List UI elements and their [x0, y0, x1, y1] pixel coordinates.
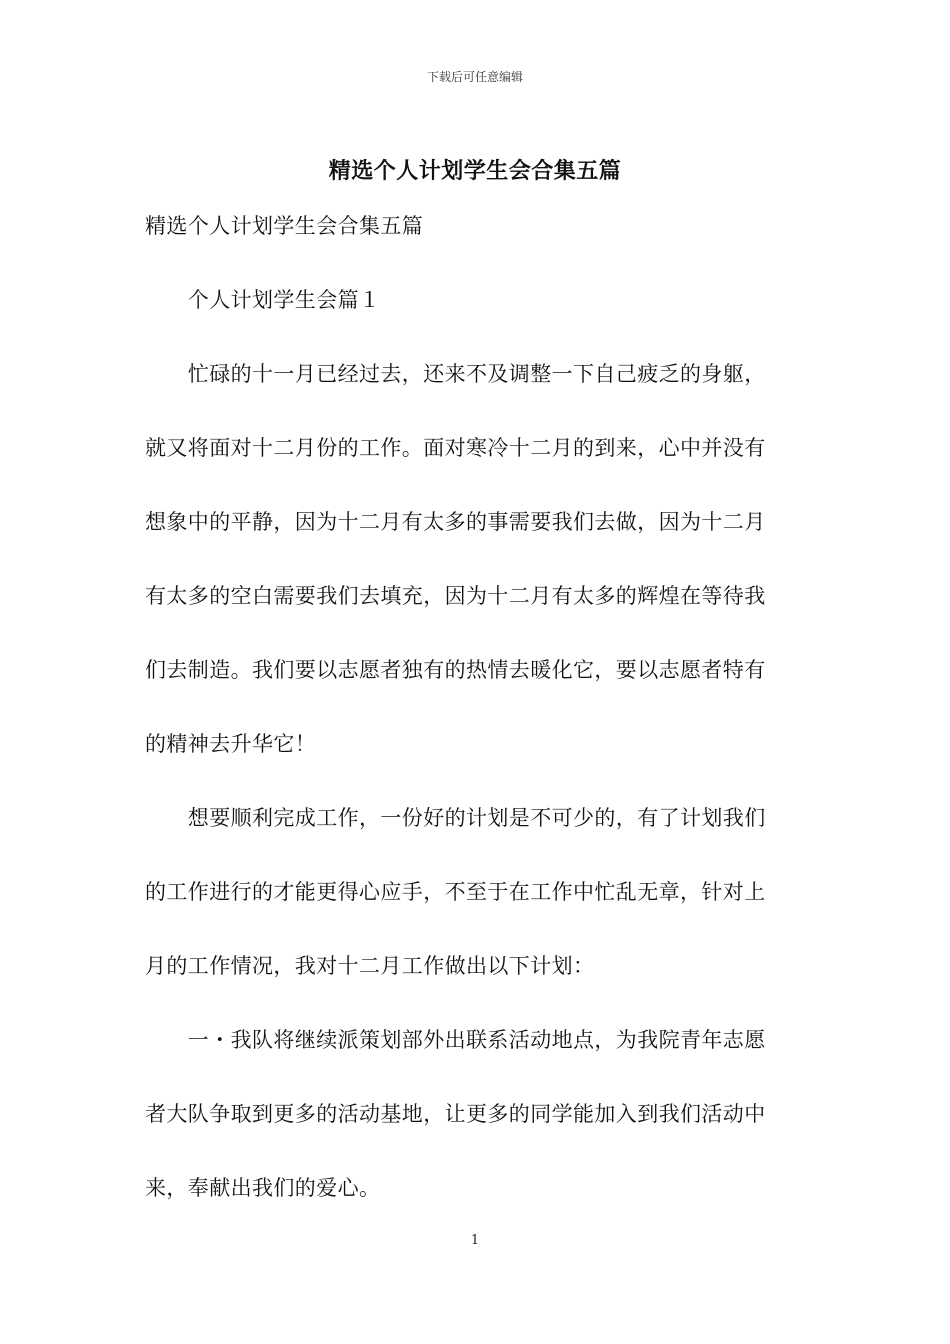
- body-line: 就又将面对十二月份的工作。面对寒冷十二月的到来，心中并没有: [145, 436, 766, 460]
- body-line: 忙碌的十一月已经过去，还来不及调整一下自己疲乏的身躯，: [145, 362, 766, 386]
- body-line: 一・我队将继续派策划部外出联系活动地点，为我院青年志愿: [145, 1028, 766, 1052]
- document-body: [145, 208, 807, 1206]
- body-line: 来，奉献出我们的爱心。: [145, 1176, 381, 1200]
- body-line: 想要顺利完成工作，一份好的计划是不可少的，有了计划我们: [145, 806, 766, 830]
- body-line: 的精神去升华它！: [145, 732, 317, 756]
- document-title: 精选个人计划学生会合集五篇: [328, 158, 622, 184]
- body-line: 精选个人计划学生会合集五篇: [145, 214, 424, 238]
- body-line: 有太多的空白需要我们去填充，因为十二月有太多的辉煌在等待我: [145, 584, 766, 608]
- page-number: 1: [470, 1233, 480, 1248]
- body-line: 月的工作情况，我对十二月工作做出以下计划：: [145, 954, 595, 978]
- header-note: 下载后可任意编辑: [426, 70, 523, 84]
- body-line: 们去制造。我们要以志愿者独有的热情去暖化它，要以志愿者特有: [145, 658, 766, 682]
- body-line: 者大队争取到更多的活动基地，让更多的同学能加入到我们活动中: [145, 1102, 766, 1126]
- body-line: 的工作进行的才能更得心应手，不至于在工作中忙乱无章，针对上: [145, 880, 766, 904]
- body-line: 个人计划学生会篇１: [145, 288, 381, 312]
- body-line: 想象中的平静，因为十二月有太多的事需要我们去做，因为十二月: [145, 510, 766, 534]
